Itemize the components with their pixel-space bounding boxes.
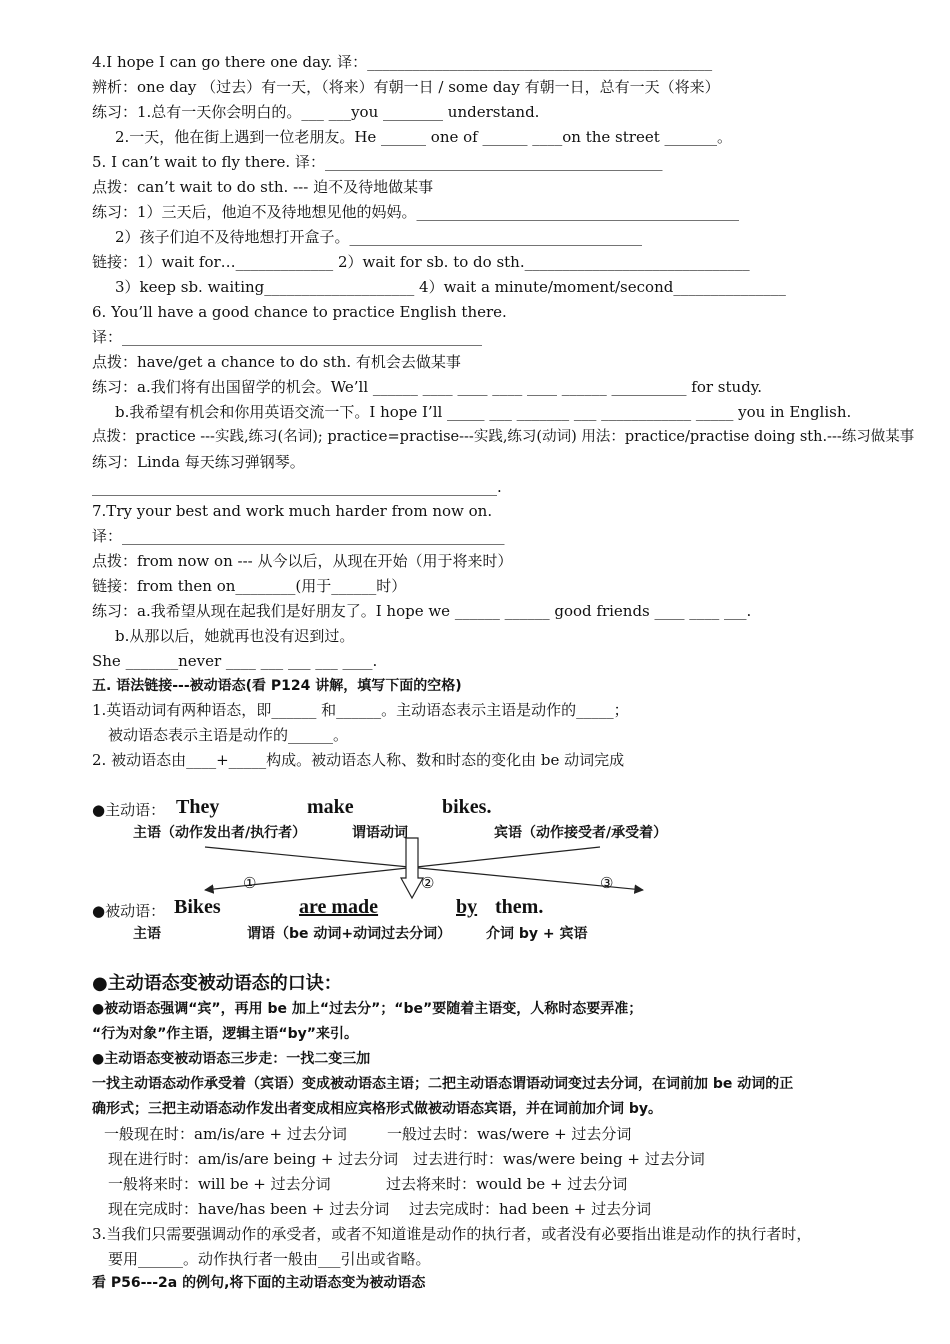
exercise-instruction: 看 P56---2a 的例句,将下面的主动语态变为被动语态	[92, 1275, 426, 1291]
tense-past-future: 过去将来时：would be + 过去分词	[386, 1175, 628, 1193]
section-5-p2: 2. 被动语态由____+_____构成。被动语态人称、数和时态的变化由 be 动词完成	[92, 751, 625, 769]
rule-2: “行为对象”作主语，逻辑主语“by”来引。	[92, 1026, 358, 1042]
q7-tip: 点拨：from now on --- 从今以后，从现在开始（用于将来时）	[92, 552, 513, 570]
q4-exercise-2: 2.一天，他在街上遇到一位老朋友。He ______ one of ______ ____on the street _______。	[115, 128, 733, 146]
rule-3: ●主动语态变被动语态三步走：一找二变三加	[92, 1051, 371, 1067]
rules-title: ●主动语态变被动语态的口诀：	[92, 973, 342, 994]
q6-exercise-a: 练习：a.我们将有出国留学的机会。We’ll ______ ____ ____ ____ ____ ______ __________ for study.	[92, 378, 763, 396]
step-2-marker: ②	[421, 874, 435, 892]
q7-text: 7.Try your best and work much harder from now on.	[92, 502, 493, 520]
q7-exercise-b-answer: She _______never ____ ___ ___ ___ ____.	[92, 652, 378, 670]
tense-present-perfect: 现在完成时：have/has been + 过去分词	[108, 1200, 390, 1218]
q5-tip: 点拨：can’t wait to do sth. --- 迫不及待地做某事	[92, 178, 434, 196]
q6-translation: 译：________________________________________________	[92, 328, 483, 346]
passive-voice-label: ●被动语：	[92, 902, 166, 920]
section-5-p1: 1.英语动词有两种语态，即______ 和______。主动语态表示主语是动作的_____；	[92, 701, 629, 719]
q4-analysis: 辨析：one day （过去）有一天，（将来）有朝一日 / some day 有朝一日，总有一天（将来）	[92, 78, 720, 96]
section-5-title: 五. 语法链接---被动语态(看 P124 讲解，填写下面的空格)	[92, 678, 462, 694]
q7-exercise-a: 练习：a.我希望从现在起我们是好朋友了。I hope we ______ ______ good friends ____ ____ ___.	[92, 602, 752, 620]
q5-text: 5. I can’t wait to fly there. 译：_____________________________________________	[92, 153, 663, 171]
step-1-marker: ①	[243, 874, 257, 892]
tense-simple-present: 一般现在时：am/is/are + 过去分词	[104, 1125, 347, 1143]
active-verb-label: 谓语动词	[352, 825, 408, 841]
passive-agent-word: them.	[495, 896, 544, 918]
q7-exercise-b: b.从那以后，她就再也没有迟到过。	[115, 627, 355, 645]
active-subject-word: They	[176, 796, 220, 818]
q4-exercise-1: 练习：1.总有一天你会明白的。___ ___you ________ understand.	[92, 103, 540, 121]
rule-1: ●被动语态强调“宾”，再用 be 加上“过去分”；“be”要随着主语变，人称时态要弄准；	[92, 1001, 643, 1017]
active-object-label: 宾语（动作接受者/承受着）	[494, 825, 668, 841]
arrow-object-to-subject	[205, 847, 600, 890]
passive-by-word: by	[456, 896, 478, 918]
q6-exercise-b: b.我希望有机会和你用英语交流一下。I hope I’ll _____ ___ _______ ___ ____________ _____ you in English.	[115, 403, 852, 421]
q6-tip-2: 点拨：practice ---实践,练习(名词); practice=practise---实践,练习(动词) 用法：practice/practise doing sth.---练习做某事	[92, 429, 915, 445]
passive-subject-word: Bikes	[174, 896, 221, 918]
q7-link: 链接：from then on________(用于______时）	[92, 577, 407, 595]
q5-exercise-2: 2）孩子们迫不及待地想打开盒子。_______________________________________	[115, 228, 643, 246]
section-5-p1b: 被动语态表示主语是动作的______。	[108, 726, 349, 744]
passive-prep-label: 介词 by + 宾语	[486, 926, 588, 942]
q6-tip-1: 点拨：have/get a chance to do sth. 有机会去做某事	[92, 353, 461, 371]
tense-simple-past: 一般过去时：was/were + 过去分词	[387, 1125, 632, 1143]
active-object-word: bikes.	[442, 796, 492, 818]
passive-verb-words: are made	[299, 896, 379, 918]
point-3-line-1: 3.当我们只需要强调动作的承受者，或者不知道谁是动作的执行者，或者没有必要指出谁是动作的执行者时，	[92, 1225, 812, 1243]
tense-simple-future: 一般将来时：will be + 过去分词	[108, 1175, 331, 1193]
q7-translation: 译：___________________________________________________	[92, 527, 505, 545]
tense-present-continuous: 现在进行时：am/is/are being + 过去分词	[108, 1150, 399, 1168]
passive-subject-label: 主语	[133, 926, 161, 942]
rule-4: 一找主动语态动作承受着（宾语）变成被动语态主语；二把主动语态谓语动词变过去分词，在词前加 be 动词的正	[92, 1076, 794, 1092]
passive-verb-label: 谓语（be 动词+动词过去分词）	[247, 926, 452, 942]
q5-link-2: 3）keep sb. waiting____________________ 4）wait a minute/moment/second_______________	[115, 278, 786, 296]
tense-past-continuous: 过去进行时：was/were being + 过去分词	[413, 1150, 705, 1168]
q5-link-1: 链接：1）wait for…_____________ 2）wait for sb. to do sth.______________________________	[92, 253, 750, 271]
rule-5: 确形式；三把主动语态动作发出者变成相应宾格形式做被动语态宾语，并在词前加介词 by。	[92, 1101, 663, 1117]
q6-answer-blank: ______________________________________________________.	[92, 478, 502, 496]
q6-exercise-c: 练习：Linda 每天练习弹钢琴。	[92, 453, 305, 471]
active-voice-label: ●主动语：	[92, 801, 166, 819]
q4-text: 4.I hope I can go there one day. 译：______________________________________________	[92, 53, 713, 71]
q6-text: 6. You’ll have a good chance to practice English there.	[92, 303, 507, 321]
tense-past-perfect: 过去完成时：had been + 过去分词	[409, 1200, 652, 1218]
active-subject-label: 主语（动作发出者/执行者）	[133, 825, 307, 841]
step-3-marker: ③	[600, 874, 614, 892]
q5-exercise-1: 练习：1）三天后，他迫不及待地想见他的妈妈。___________________________________________	[92, 203, 740, 221]
point-3-line-2: 要用______。动作执行者一般由___引出或省略。	[108, 1250, 431, 1268]
active-verb-word: make	[307, 796, 354, 818]
